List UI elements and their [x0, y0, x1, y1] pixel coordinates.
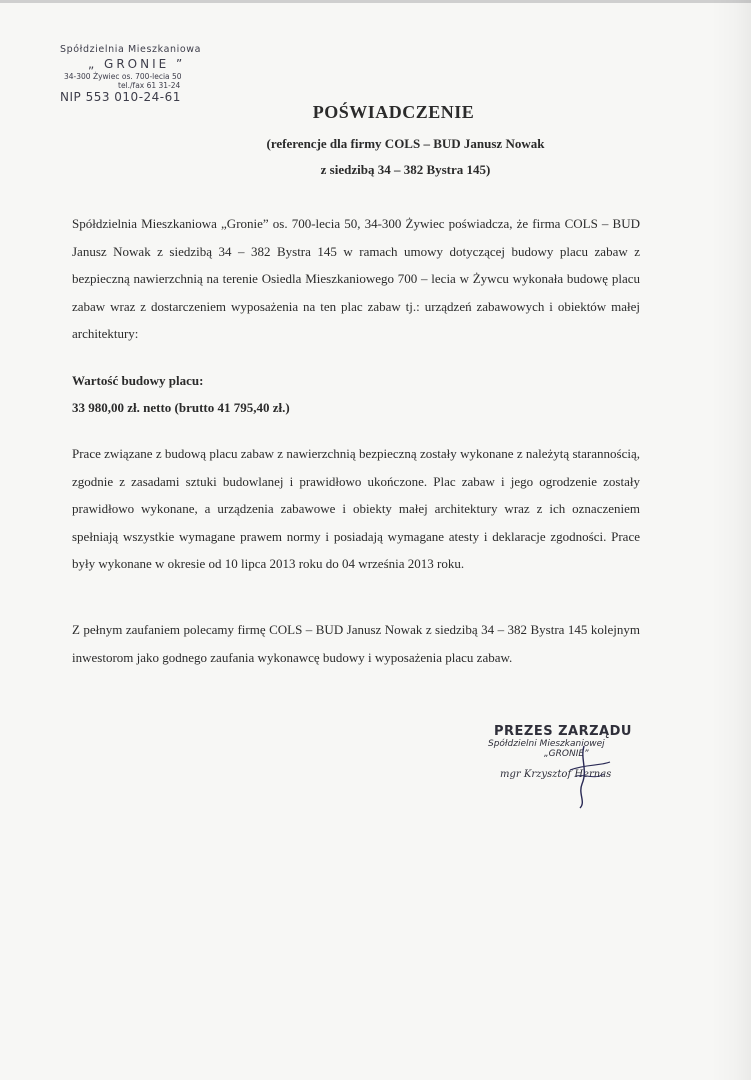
stamp-nip: NIP 553 010-24-61: [60, 90, 181, 104]
paragraph-text: Prace związane z budową placu zabaw z nawierzchnią bezpieczną zostały wykonane z należytą starannością, zgodnie z zasadami sztuki budowlanej i prawidłowo ukończone. Plac zabaw i jego ogrodzenie zostały prawidłowo wykonane, a urządzenia zabawowe i obiekty małej architektury wraz z ich oznaczeniem spełniają wszystkie wymagane prawem normy i posiadają wymagane atesty i deklaracje zgodności. Prace były wykonane w okresie od 10 lipca 2013 roku do 04 września 2013 roku.: [72, 446, 640, 571]
signature-org-short: „GRONIE”: [544, 749, 589, 759]
document-subtitle-line1: (referencje dla firmy COLS – BUD Janusz Nowak: [266, 136, 545, 151]
stamp-phone: tel./fax 61 31-24: [118, 81, 181, 90]
signature-title: PREZES ZARZĄDU: [494, 724, 632, 739]
signatory-name: mgr Krzysztof Hernas: [500, 769, 612, 780]
document-title: POŚWIADCZENIE: [312, 102, 475, 122]
signature-org: Spółdzielni Mieszkaniowej: [488, 739, 605, 749]
value-amount: 33 980,00 zł. netto (brutto 41 795,40 zł.): [72, 400, 290, 415]
stamp-address: 34-300 Żywiec os. 700-lecia 50: [64, 72, 182, 81]
stamp-org-short: „ GRONIE ”: [88, 57, 186, 71]
body-paragraph-1: [72, 210, 640, 348]
document-subtitle-line2: z siedzibą 34 – 382 Bystra 145): [320, 162, 491, 177]
value-label: Wartość budowy placu:: [72, 373, 204, 388]
body-paragraph-2: [72, 440, 640, 578]
paragraph-text: Spółdzielnia Mieszkaniowa „Gronie” os. 700-lecia 50, 34-300 Żywiec poświadcza, że firma COLS – BUD Janusz Nowak z siedzibą 34 – 382 Bystra 145 w ramach umowy dotyczącej budowy placu zabaw z bezpieczną nawierzchnią na terenie Osiedla Mieszkaniowego 700 – lecia w Żywcu wykonała budowę placu zabaw wraz z dostarczeniem wyposażenia na ten plac zabaw tj.: urządzeń zabawowych i obiektów małej architektury:: [72, 216, 640, 341]
paragraph-text: Z pełnym zaufaniem polecamy firmę COLS – BUD Janusz Nowak z siedzibą 34 – 382 Bystra 145 kolejnym inwestorom jako godnego zaufania wykonawcę budowy i wyposażenia placu zabaw.: [72, 622, 640, 665]
value-block: [72, 367, 640, 421]
body-paragraph-3: [72, 616, 640, 671]
scan-edge: [0, 0, 751, 3]
company-stamp: [60, 44, 240, 104]
handwritten-signature: [540, 740, 630, 810]
stamp-org-name: Spółdzielnia Mieszkaniowa: [60, 44, 202, 55]
